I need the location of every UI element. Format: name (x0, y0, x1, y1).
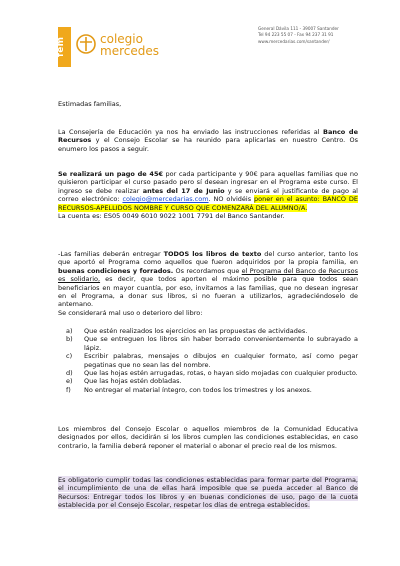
p3-text-c: Os recordamos que (173, 266, 242, 275)
paragraph-council: Los miembros del Consejo Escolar o aquellos miembros de la Comunidad Educativa designados por ellos, decidirán si los libros cumplen las condiciones establecidas, en caso contrario, la familia deberá reponer el material o abonar el precio real de los mismos. (58, 425, 358, 450)
logo-wordmark (100, 33, 159, 57)
paragraph-intro (58, 128, 358, 153)
list-item: d) Que las hojas estén arrugadas, rotas, o hayan sido mojadas con cualquier producto. (66, 369, 358, 378)
logo-line1: colegio (100, 32, 143, 46)
contact-website: www.mercedarias.com/santander/ (258, 38, 330, 44)
list-item: c) Escribir palabras, mensajes o dibujos en cualquier formato, así como pegar pegatinas que no sean las del nombre. (66, 352, 358, 369)
list-item: f) No entregar el material íntegro, con todos los trimestres y los anexos. (66, 385, 312, 394)
p2-text-a: por cada participante y 90€ para aquellas familias que no quisieron participar el curso pasado pero sí desean ingresar en el Programa este curso. El ingreso se debe realizar (58, 170, 358, 195)
p2-text-b: y se enviará el justificante de pago al correo electrónico: (58, 186, 358, 204)
list-item: e) Que las hojas estén dobladas. (66, 377, 182, 386)
logo-emblem-icon (75, 33, 97, 55)
contact-info (258, 26, 398, 45)
school-logo (58, 27, 218, 67)
list-item: b) Que se entreguen los libros sin haber borrado convenientemente lo subrayado a lápiz. (66, 335, 358, 352)
paragraph-obligatory (58, 476, 358, 510)
greeting: Estimadas familias, (58, 100, 122, 108)
p3-bold-conditions: buenas condiciones y forrados. (58, 266, 174, 275)
logo-fem-text: fem (56, 36, 66, 58)
p1-text-b: y el Consejo Escolar se ha reunido para aplicarlas en nuestro Centro. Os enumero los pasos a seguir. (58, 136, 358, 153)
p1-text-a: La Consejería de Educación ya nos ha enviado las instrucciones referidas al (58, 128, 323, 136)
p6-highlight: Es obligatorio cumplir todas las condiciones establecidas para formar parte del Programa, el incumplimiento de una de ellas hará imposible que se pueda acceder al Banco de Recursos: Entregar todos los libros y en buenas condiciones de uso, pago de la cuota establecida por el Consejo Escolar, respetar los días de entrega establecidos. (58, 476, 358, 510)
contact-phone: Tel 94 223 55 07 - Fax 94 237 31 91 (258, 32, 334, 38)
p3-text-b: del curso anterior, tanto los que aportó el Programa como aquellos que fueron adquiridos por la propia familia, en (58, 250, 358, 267)
p3-text-d: es decir, que todos aporten el máximo posible para que todos sean beneficiarios en mayor cuantía, por eso, invitamos a las familias, que no desean ingresar en el Programa, a donar sus libros, si no fueran a utilizarlos, agradeciéndoselo de antemano. (58, 275, 358, 309)
contact-address: General Dávila 111 - 39007 Santander (258, 26, 339, 31)
paragraph-books (58, 250, 358, 317)
p3-bold-books: TODOS los libros de texto (163, 250, 262, 258)
logo-line2: mercedes (100, 44, 159, 58)
p2-account: La cuenta es: ES05 0049 6010 9022 1001 7791 del Banco Santander. (58, 212, 285, 221)
email-link[interactable]: colegio@mercedarias.com (122, 195, 209, 204)
paragraph-payment (58, 170, 358, 220)
list-item: a) Que estén realizados los ejercicios en las propuestas de actividades. (66, 327, 308, 335)
p2-text-c: . NO olvidéis (208, 195, 254, 204)
p3-underline-solidario: el Programa del Banco de Recursos es solidario, (58, 266, 358, 284)
p2-highlight-subject: poner en el asunto: BANCO DE RECURSOS-APELLIDOS NOMBRE Y CURSO QUE COMENZARÁ DEL ALUMNO/A. (58, 195, 358, 212)
p3-text-a: -Las familias deberán entregar (58, 250, 164, 258)
p2-bold-amount: Se realizará un pago de 45€ (58, 170, 163, 178)
misuse-list (58, 327, 358, 394)
p1-bold: Banco de Recursos (58, 128, 358, 145)
p4-intro: Se considerará mal uso o deterioro del libro: (58, 308, 203, 317)
p2-bold-deadline: antes del 17 de Junio (142, 186, 225, 195)
